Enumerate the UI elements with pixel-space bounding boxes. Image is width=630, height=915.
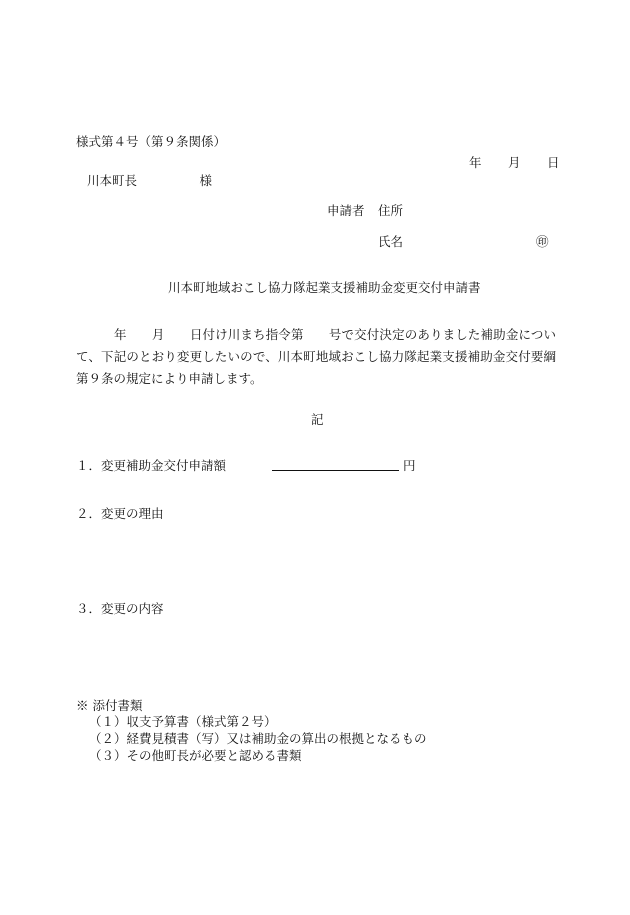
name-label: 氏名 [378,234,404,249]
item-content-label: ３．変更の内容 [76,601,164,616]
ki-marker: 記 [311,412,324,427]
date-year: 年 [469,155,482,170]
address-label: 住所 [378,203,404,218]
amount-unit: 円 [403,458,416,473]
item-amount-label: １．変更補助金交付申請額 [76,458,227,473]
applicant-label: 申請者 [327,203,365,218]
body-paragraph: 年 月 日付け川まち指令第 号で交付決定のありました補助金について、下記のとおり変更したいので、川本町地域おこし協力隊起業支援補助金交付要綱第９条の規定により申請します。 [76,327,556,386]
seal-mark: ㊞ [536,234,549,249]
addressee: 川本町長 様 [87,173,213,188]
date-day: 日 [547,155,560,170]
attachment-item-1: （１）収支予算書（様式第２号） [89,714,277,729]
attachments-heading: ※ 添付書類 [76,698,143,713]
amount-underline [272,470,399,471]
attachment-item-3: （３）その他町長が必要と認める書類 [89,748,302,763]
form-number: 様式第４号（第９条関係） [76,134,227,149]
document-title: 川本町地域おこし協力隊起業支援補助金変更交付申請書 [168,280,481,295]
attachment-item-2: （２）経費見積書（写）又は補助金の算出の根拠となるもの [89,731,427,746]
item-reason-label: ２．変更の理由 [76,506,164,521]
date-month: 月 [508,155,521,170]
